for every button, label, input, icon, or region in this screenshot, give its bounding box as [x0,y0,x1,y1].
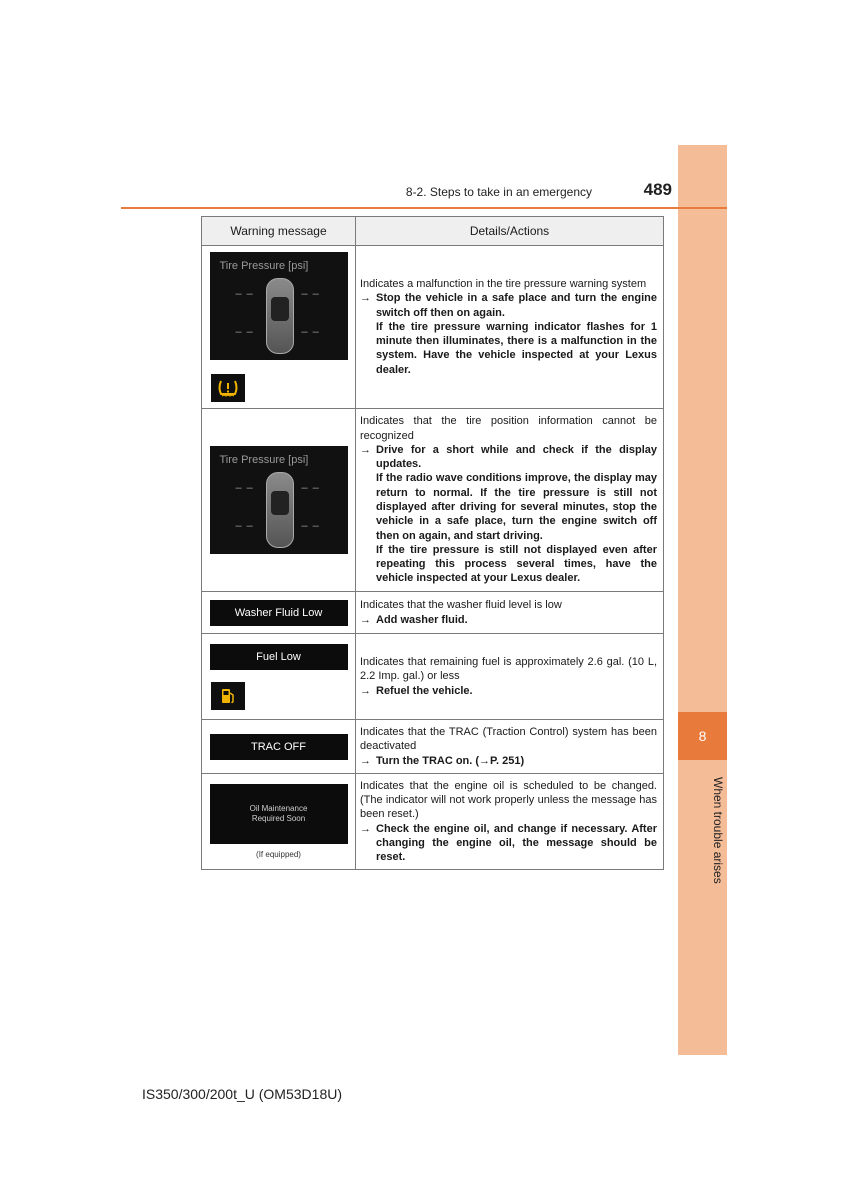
details-intro: Indicates that remaining fuel is approximately 2.6 gal. (10 L, 2.2 Imp. gal.) or less [360,656,657,683]
header-divider [121,207,727,209]
details-intro: Indicates that the washer fluid level is low [360,599,562,612]
details-action [360,443,657,472]
details-cell [356,634,664,720]
tire-value-fr: – – [301,288,320,300]
tire-value-rr: – – [301,520,320,532]
oil-message-line-2: Required Soon [251,814,306,823]
tire-pressure-display [210,252,348,360]
oil-message-line-1: Oil Maintenance [249,804,308,813]
chapter-number-tab[interactable]: 8 [678,712,727,760]
action-text: Check the engine oil, and change if necessary. After changing the engine oil, the message should be reset. [376,822,657,864]
details-cell [356,246,664,409]
table-row [202,592,664,634]
tire-pressure-warning-icon [211,374,245,402]
car-top-view-icon [266,472,294,548]
action-text-link[interactable]: Turn the TRAC on. (→P. 251) [376,754,525,767]
table-row [202,634,664,720]
details-intro: Indicates that the engine oil is scheduled to be changed. (The indicator will not work properly unless the message has been reset.) [360,779,657,821]
arrow-icon: → [360,292,371,305]
fuel-low-message: Fuel Low [210,644,348,670]
details-cell [356,409,664,592]
details-cell [356,774,664,870]
tire-pressure-display [210,446,348,554]
car-top-view-icon [266,278,294,354]
warning-image-cell [202,774,356,870]
column-header-warning: Warning message [202,217,356,246]
warning-message-table [201,216,664,870]
details-intro: Indicates a malfunction in the tire pressure warning system [360,277,647,290]
chapter-label: When trouble arises [711,776,725,884]
details-paragraph: If the tire pressure warning indicator flashes for 1 minute then illuminates, there is a malfunction in the system. Have the vehicle inspected at your Lexus dealer. [376,320,657,376]
if-equipped-note: (If equipped) [256,850,301,859]
table-header-row [202,217,664,246]
arrow-icon: → [360,822,371,835]
details-action [360,684,657,698]
tire-value-rr: – – [301,326,320,338]
details-action [360,291,657,320]
details-intro: Indicates that the tire position information cannot be recognized [360,415,657,442]
warning-image-cell [202,246,356,409]
warning-image-cell [202,720,356,774]
arrow-icon: → [360,613,371,626]
table-row [202,720,664,774]
display-title: Tire Pressure [psi] [219,454,309,466]
details-cell [356,592,664,634]
details-action [360,754,657,768]
action-text: Add washer fluid. [376,613,468,626]
tire-value-rl: – – [235,520,254,532]
side-tab-background [678,145,727,1055]
page-number: 489 [643,180,672,199]
details-paragraph: If the tire pressure is still not displayed even after repeating this process several times, have the vehicle inspected at your Lexus dealer. [376,543,657,585]
tire-value-fl: – – [235,288,254,300]
washer-fluid-low-message: Washer Fluid Low [210,600,348,626]
table-row [202,409,664,592]
footer-model-code: IS350/300/200t_U (OM53D18U) [142,1086,342,1102]
warning-image-cell [202,634,356,720]
action-text: Drive for a short while and check if the display updates. [376,443,657,471]
table-row [202,246,664,409]
section-title: 8-2. Steps to take in an emergency [405,185,592,199]
display-title: Tire Pressure [psi] [219,260,309,272]
trac-off-message: TRAC OFF [210,734,348,760]
details-cell [356,720,664,774]
fuel-pump-icon [211,682,245,710]
details-intro: Indicates that the TRAC (Traction Control) system has been deactivated [360,726,657,753]
warning-image-cell [202,409,356,592]
arrow-icon: → [360,443,371,456]
details-paragraph: If the radio wave conditions improve, the display may return to normal. If the tire pressure is still not displayed after driving for several minutes, stop the vehicle in a safe place, turn the engine switch off then on again, and start driving. [376,472,657,542]
table-row [202,774,664,870]
warning-image-cell [202,592,356,634]
tire-value-fr: – – [301,482,320,494]
tire-value-rl: – – [235,326,254,338]
action-text: Stop the vehicle in a safe place and turn the engine switch off then on again. [376,292,657,319]
details-action [360,613,657,627]
arrow-icon: → [360,754,371,767]
column-header-details: Details/Actions [356,217,664,246]
details-action [360,822,657,865]
arrow-icon: → [360,684,371,697]
action-text: Refuel the vehicle. [376,684,473,697]
oil-maintenance-message [210,784,348,844]
tire-value-fl: – – [235,482,254,494]
